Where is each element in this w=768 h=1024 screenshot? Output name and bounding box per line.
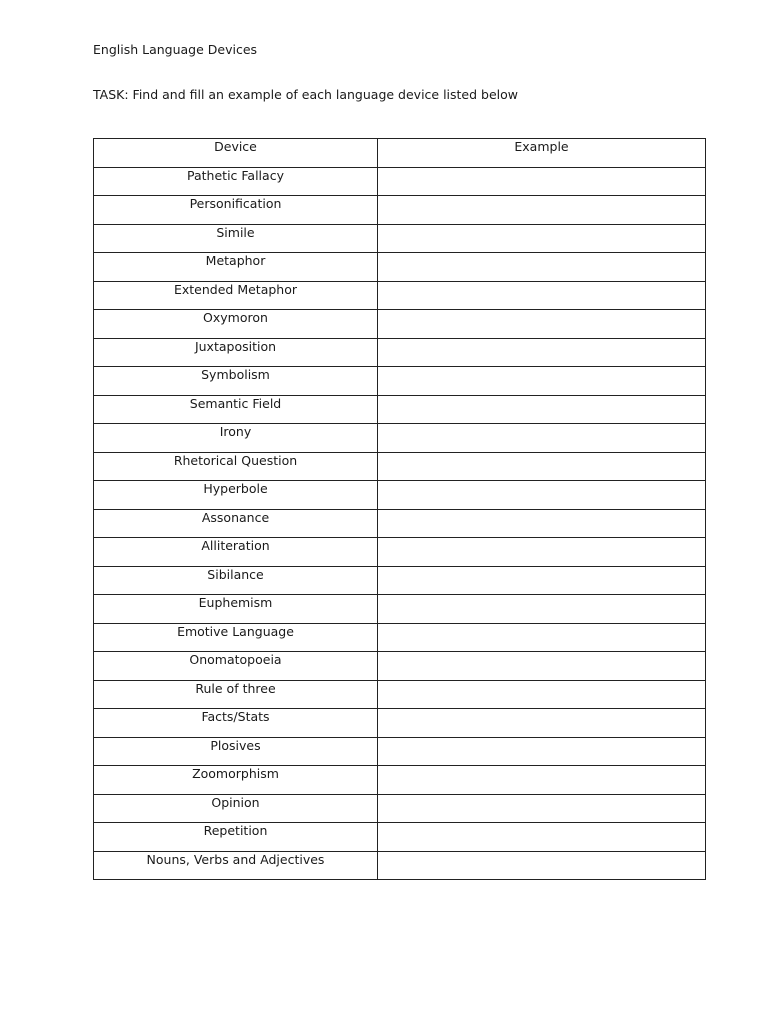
example-cell[interactable] xyxy=(378,538,706,567)
example-cell[interactable] xyxy=(378,709,706,738)
table-row xyxy=(94,737,706,766)
example-cell[interactable] xyxy=(378,224,706,253)
example-cell[interactable] xyxy=(378,196,706,225)
device-cell: Personification xyxy=(94,196,378,225)
table-row xyxy=(94,481,706,510)
table-row xyxy=(94,509,706,538)
table-row xyxy=(94,310,706,339)
table-row xyxy=(94,424,706,453)
example-cell[interactable] xyxy=(378,367,706,396)
example-cell[interactable] xyxy=(378,652,706,681)
device-cell: Facts/Stats xyxy=(94,709,378,738)
device-cell: Zoomorphism xyxy=(94,766,378,795)
example-cell[interactable] xyxy=(378,794,706,823)
example-cell[interactable] xyxy=(378,167,706,196)
table-row xyxy=(94,851,706,880)
table-row xyxy=(94,253,706,282)
device-cell: Emotive Language xyxy=(94,623,378,652)
table-row xyxy=(94,794,706,823)
example-cell[interactable] xyxy=(378,452,706,481)
table-row xyxy=(94,224,706,253)
language-devices-table xyxy=(93,138,706,880)
table-body xyxy=(94,167,706,880)
table-row xyxy=(94,823,706,852)
device-cell: Onomatopoeia xyxy=(94,652,378,681)
device-cell: Euphemism xyxy=(94,595,378,624)
device-cell: Rhetorical Question xyxy=(94,452,378,481)
example-cell[interactable] xyxy=(378,737,706,766)
table-row xyxy=(94,709,706,738)
device-cell: Extended Metaphor xyxy=(94,281,378,310)
example-cell[interactable] xyxy=(378,281,706,310)
device-cell: Sibilance xyxy=(94,566,378,595)
table-row xyxy=(94,281,706,310)
table-row xyxy=(94,566,706,595)
table-row xyxy=(94,595,706,624)
example-cell[interactable] xyxy=(378,338,706,367)
table-row xyxy=(94,395,706,424)
document-title: English Language Devices xyxy=(93,42,258,57)
table-row xyxy=(94,167,706,196)
example-cell[interactable] xyxy=(378,851,706,880)
device-cell: Assonance xyxy=(94,509,378,538)
table-header-row xyxy=(94,139,706,168)
device-cell: Metaphor xyxy=(94,253,378,282)
example-cell[interactable] xyxy=(378,253,706,282)
table-row xyxy=(94,623,706,652)
header-example: Example xyxy=(378,139,706,168)
example-cell[interactable] xyxy=(378,766,706,795)
table-row xyxy=(94,680,706,709)
device-cell: Simile xyxy=(94,224,378,253)
table-row xyxy=(94,652,706,681)
table-row xyxy=(94,367,706,396)
header-device: Device xyxy=(94,139,378,168)
device-cell: Repetition xyxy=(94,823,378,852)
example-cell[interactable] xyxy=(378,310,706,339)
device-cell: Alliteration xyxy=(94,538,378,567)
example-cell[interactable] xyxy=(378,424,706,453)
device-cell: Nouns, Verbs and Adjectives xyxy=(94,851,378,880)
table-row xyxy=(94,452,706,481)
table-row xyxy=(94,196,706,225)
device-cell: Semantic Field xyxy=(94,395,378,424)
device-cell: Symbolism xyxy=(94,367,378,396)
task-instruction: TASK: Find and fill an example of each language device listed below xyxy=(93,87,518,102)
table-row xyxy=(94,766,706,795)
example-cell[interactable] xyxy=(378,623,706,652)
example-cell[interactable] xyxy=(378,509,706,538)
table-row xyxy=(94,338,706,367)
table-row xyxy=(94,538,706,567)
example-cell[interactable] xyxy=(378,395,706,424)
example-cell[interactable] xyxy=(378,680,706,709)
example-cell[interactable] xyxy=(378,595,706,624)
device-cell: Oxymoron xyxy=(94,310,378,339)
device-cell: Irony xyxy=(94,424,378,453)
example-cell[interactable] xyxy=(378,566,706,595)
device-cell: Rule of three xyxy=(94,680,378,709)
device-cell: Juxtaposition xyxy=(94,338,378,367)
device-cell: Plosives xyxy=(94,737,378,766)
device-cell: Pathetic Fallacy xyxy=(94,167,378,196)
example-cell[interactable] xyxy=(378,823,706,852)
device-cell: Opinion xyxy=(94,794,378,823)
device-cell: Hyperbole xyxy=(94,481,378,510)
example-cell[interactable] xyxy=(378,481,706,510)
